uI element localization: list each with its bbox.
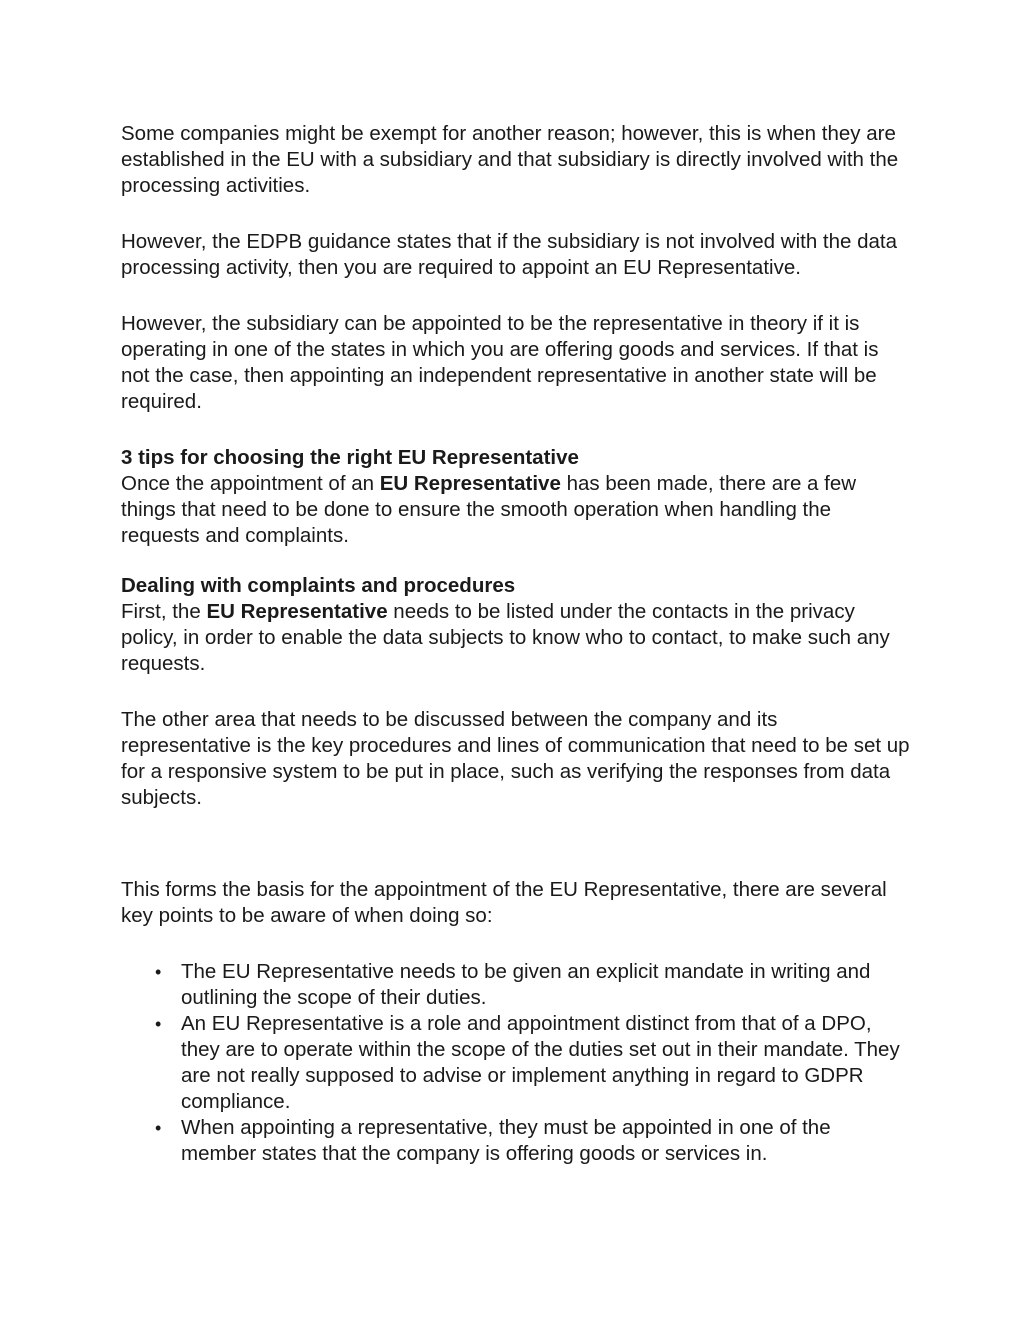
document-body xyxy=(121,121,911,1167)
paragraph-tips-intro: Once the appointment of an EU Representative has been made, there are a few things that need to be done to ensure the smooth operation when handling the requests and complaints. xyxy=(121,472,857,547)
list-item: • An EU Representative is a role and appointment distinct from that of a DPO, they are to operate within the scope of the duties set out in their mandate. They are not really supposed to advise or implement anything in regard to GDPR compliance. xyxy=(181,1011,911,1115)
paragraph-complaints: First, the EU Representative needs to be listed under the contacts in the privacy policy, in order to enable the data subjects to know who to contact, to make such any requests. xyxy=(121,600,890,675)
section-heading-tips: 3 tips for choosing the right EU Representative xyxy=(121,446,579,469)
paragraph-procedures: The other area that needs to be discussed between the company and its representative is the key procedures and lines of communication that need to be set up for a responsive system to be put in place, such as verifying the responses from data subjects. xyxy=(121,708,910,809)
bold-eu-representative: EU Representative xyxy=(206,600,388,623)
paragraph-exempt: Some companies might be exempt for another reason; however, this is when they are established in the EU with a subsidiary and that subsidiary is directly involved with the processing activities. xyxy=(121,122,899,197)
paragraph-edpb-guidance: However, the EDPB guidance states that if the subsidiary is not involved with the data processing activity, then you are required to appoint an EU Representative. xyxy=(121,230,898,279)
paragraph-basis: This forms the basis for the appointment of the EU Representative, there are several key points to be aware of when doing so: xyxy=(121,878,887,927)
paragraph-subsidiary-representative: However, the subsidiary can be appointed to be the representative in theory if it is operating in one of the states in which you are offering goods and services. If that is not the case, then appointing an independent representative in another state will be required. xyxy=(121,312,879,413)
bold-eu-representative: EU Representative xyxy=(379,472,561,495)
section-heading-complaints: Dealing with complaints and procedures xyxy=(121,574,516,597)
list-item: • When appointing a representative, they must be appointed in one of the member states that the company is offering goods or services in. xyxy=(181,1115,911,1167)
key-points-list xyxy=(121,959,911,1167)
list-item: • The EU Representative needs to be given an explicit mandate in writing and outlining the scope of their duties. xyxy=(181,959,911,1011)
